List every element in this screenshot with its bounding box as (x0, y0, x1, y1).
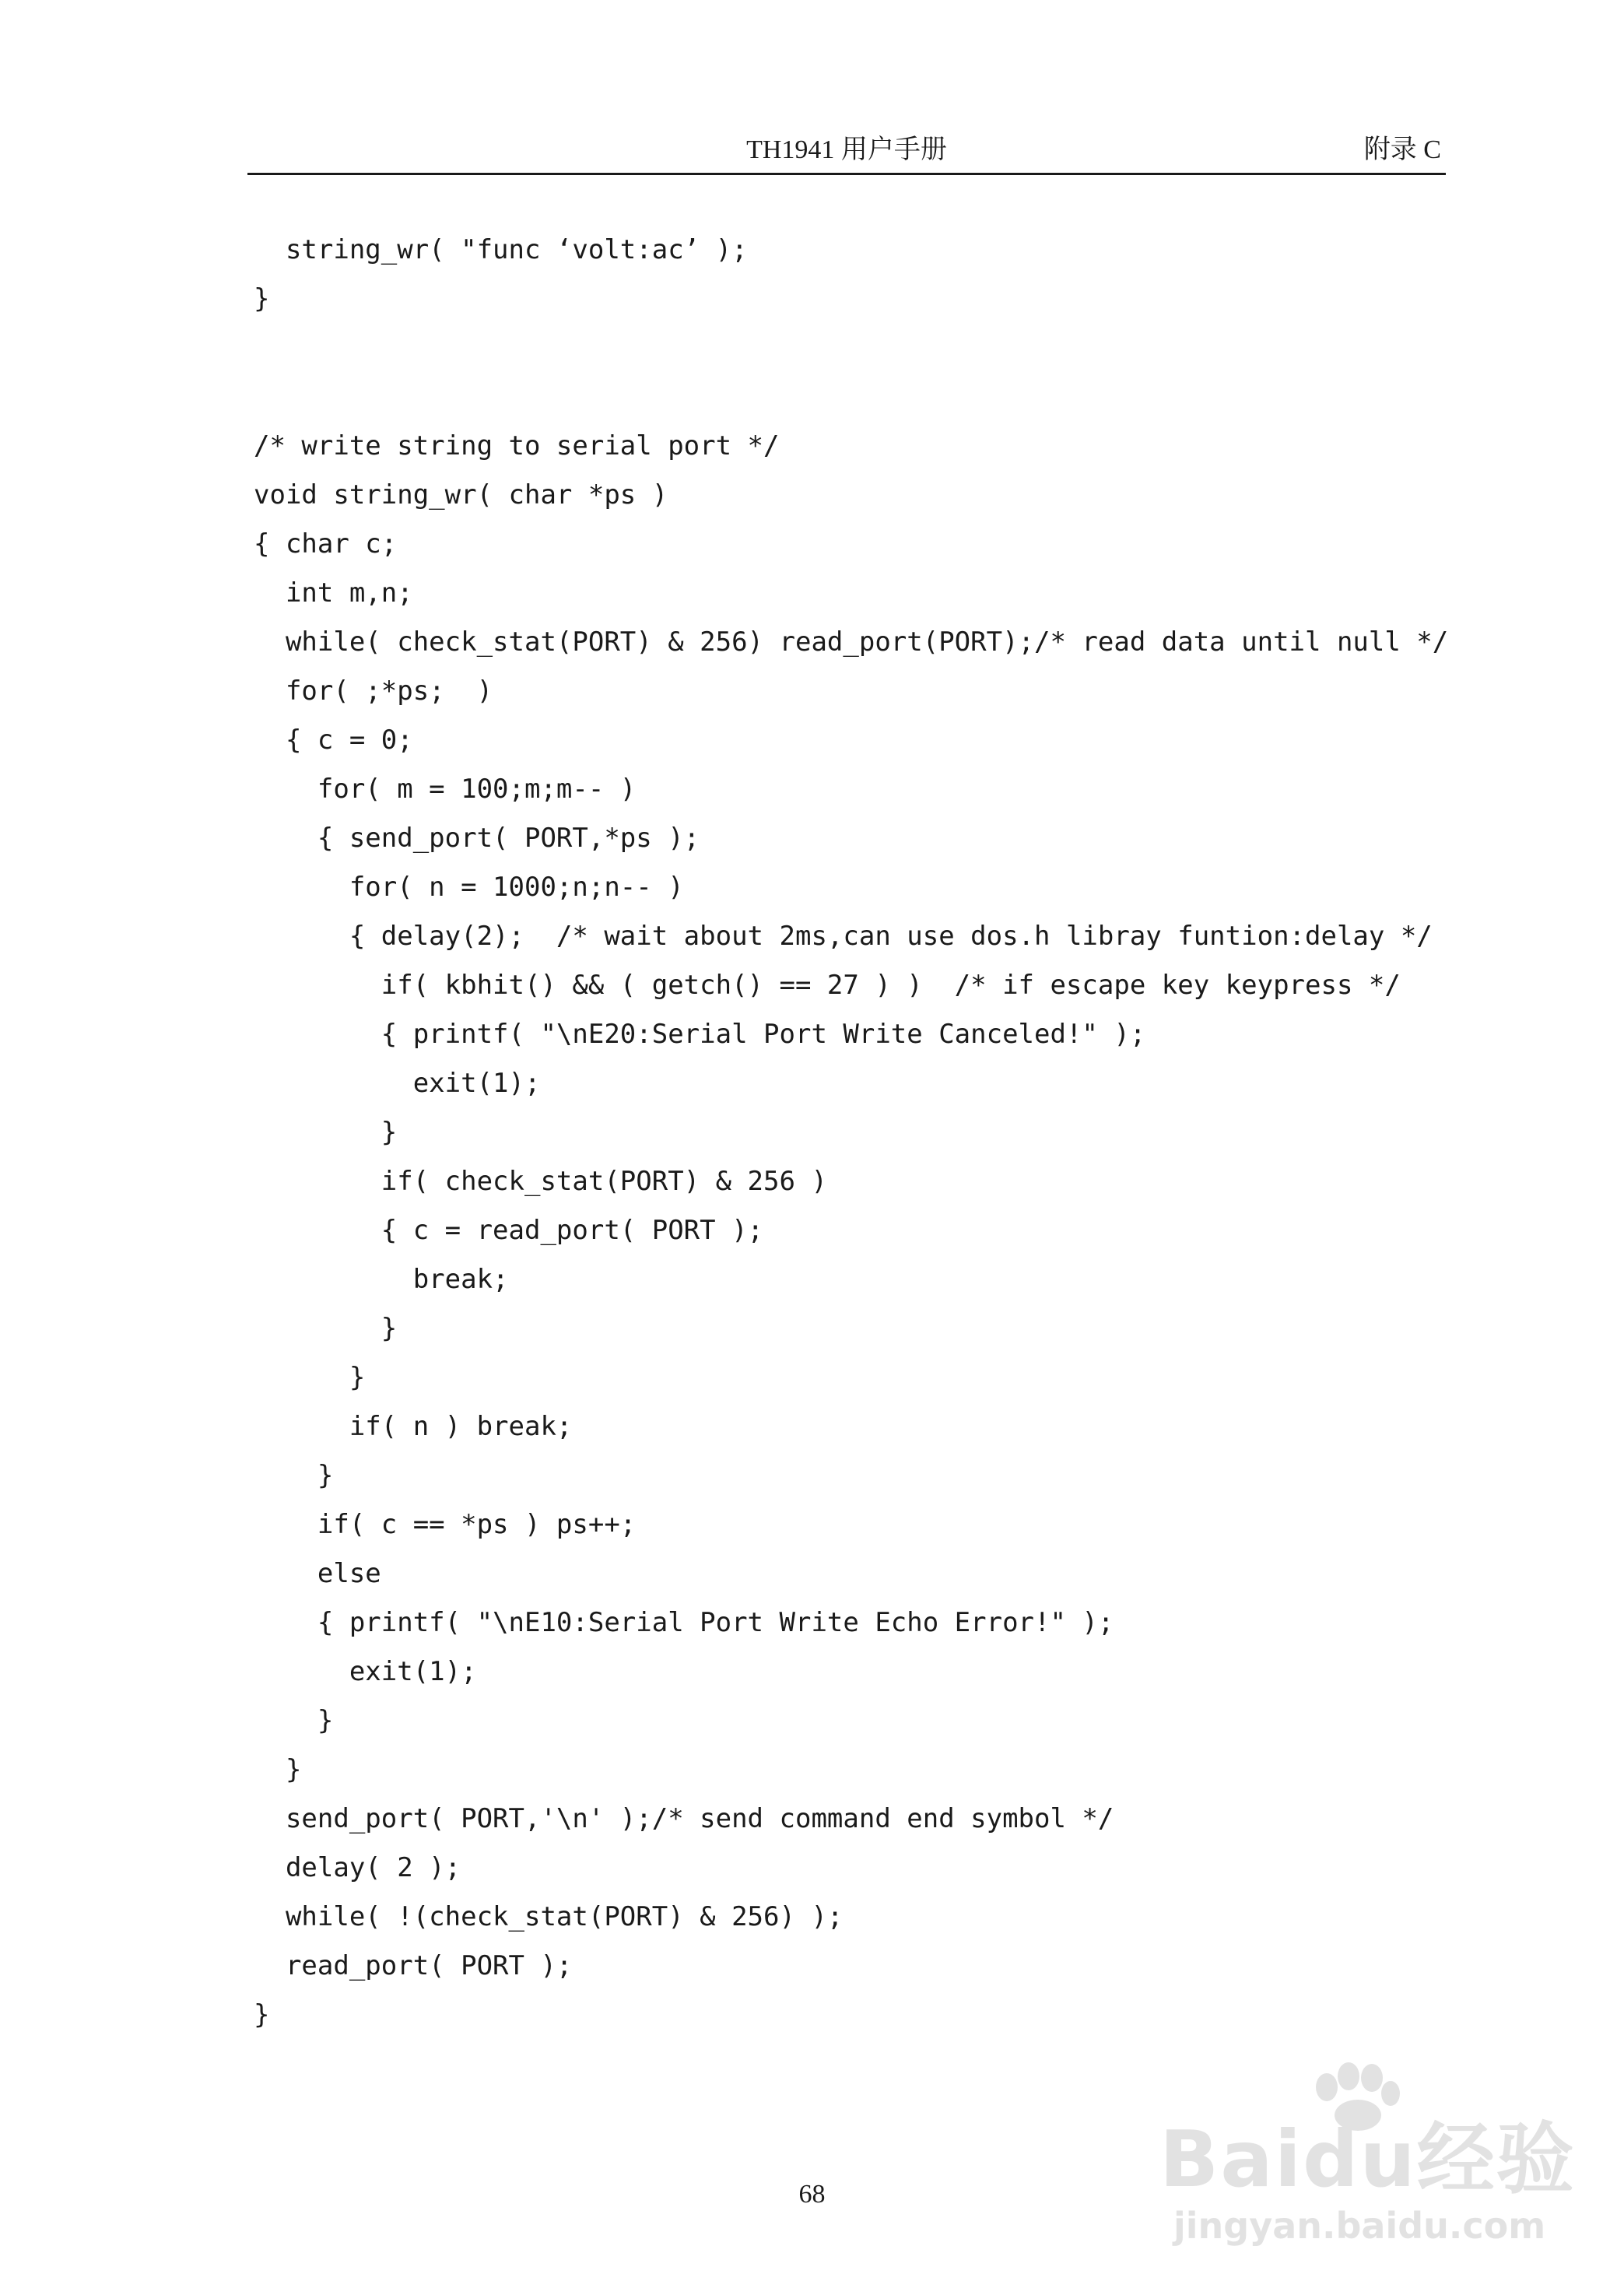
header-rule (247, 173, 1446, 175)
code-line: { c = 0; (254, 725, 413, 756)
code-line: { send_port( PORT,*ps ); (254, 823, 700, 854)
code-line (254, 373, 1448, 422)
code-line: exit(1); (254, 1656, 477, 1687)
code-line: else (254, 1558, 381, 1589)
code-line: } (254, 1313, 398, 1344)
code-line: string_wr( "func ‘volt:ac’ ); (254, 234, 748, 265)
page-number: 68 (798, 2180, 826, 2209)
watermark (1159, 2062, 1576, 2257)
header-title: TH1941 用户手册 (746, 135, 947, 164)
watermark-brand: Baidu经验 (1159, 2114, 1576, 2205)
code-line: { printf( "\nE20:Serial Port Write Canceled!" ); (254, 1019, 1146, 1050)
code-line: } (254, 1362, 366, 1393)
code-line: while( !(check_stat(PORT) & 256) ); (254, 1901, 844, 1932)
code-line: /* write string to serial port */ (254, 430, 780, 461)
code-line: for( ;*ps; ) (254, 676, 493, 707)
code-line: } (254, 1999, 270, 2030)
code-line: } (254, 1754, 302, 1785)
code-line: } (254, 1705, 334, 1736)
code-line: exit(1); (254, 1068, 541, 1099)
code-line: } (254, 283, 270, 314)
code-line: delay( 2 ); (254, 1852, 461, 1883)
header-section: 附录 C (1363, 135, 1441, 164)
code-line: { delay(2); /* wait about 2ms,can use dos.h libray funtion:delay */ (254, 921, 1433, 952)
code-line: for( n = 1000;n;n-- ) (254, 872, 684, 903)
code-line: } (254, 1117, 398, 1148)
code-listing (254, 226, 1448, 2040)
code-line: if( c == *ps ) ps++; (254, 1509, 637, 1540)
watermark-url: jingyan.baidu.com (1173, 2205, 1546, 2247)
code-line (254, 324, 1448, 373)
code-line: read_port( PORT ); (254, 1950, 573, 1981)
code-line: while( check_stat(PORT) & 256) read_port(PORT);/* read data until null */ (254, 626, 1449, 658)
code-line: } (254, 1460, 334, 1491)
page-header (247, 132, 1446, 173)
code-line: break; (254, 1264, 509, 1295)
code-line: { printf( "\nE10:Serial Port Write Echo Error!" ); (254, 1607, 1114, 1638)
code-line: send_port( PORT,'\n' );/* send command end symbol */ (254, 1803, 1114, 1834)
code-line: if( kbhit() && ( getch() == 27 ) ) /* if escape key keypress */ (254, 970, 1401, 1001)
code-line: { c = read_port( PORT ); (254, 1215, 764, 1246)
code-line: void string_wr( char *ps ) (254, 479, 668, 511)
code-line: { char c; (254, 528, 398, 560)
code-line: if( n ) break; (254, 1411, 573, 1442)
code-line: for( m = 100;m;m-- ) (254, 774, 637, 805)
code-line: if( check_stat(PORT) & 256 ) (254, 1166, 827, 1197)
code-line: int m,n; (254, 577, 413, 609)
